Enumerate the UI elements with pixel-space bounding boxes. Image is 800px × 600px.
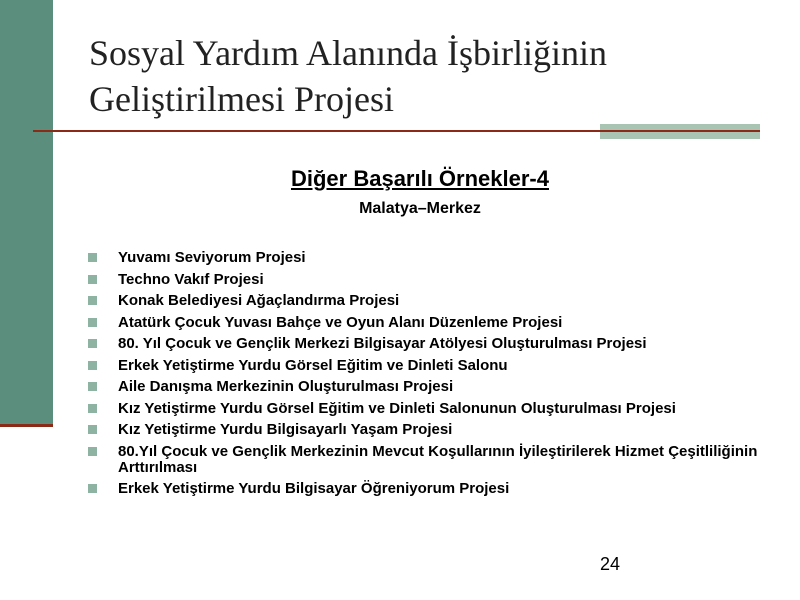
list-item-text: Kız Yetiştirme Yurdu Bilgisayarlı Yaşam Projesi xyxy=(118,421,453,438)
square-bullet-icon xyxy=(88,275,97,284)
square-bullet-icon xyxy=(88,318,97,327)
square-bullet-icon xyxy=(88,361,97,370)
page-number: 24 xyxy=(600,554,621,574)
list-item-text: Atatürk Çocuk Yuvası Bahçe ve Oyun Alanı Düzenleme Projesi xyxy=(118,313,563,331)
list-item xyxy=(88,250,768,266)
side-bar-bottom-rule xyxy=(0,424,53,427)
list-item xyxy=(88,422,768,438)
list-item xyxy=(88,315,768,331)
square-bullet-icon xyxy=(88,339,97,348)
list-item-text: 80.Yıl Çocuk ve Gençlik Merkezinin Mevcut Koşullarının İyileştirilerek Hizmet Çeşitliliğinin Arttırılması xyxy=(118,442,758,476)
list-item xyxy=(88,272,768,288)
list-item xyxy=(88,379,768,395)
list-item xyxy=(88,336,768,352)
slide-title: Sosyal Yardım Alanında İşbirliğinin Geliştirilmesi Projesi xyxy=(89,33,608,119)
list-item xyxy=(88,481,768,497)
title-divider xyxy=(33,130,760,132)
side-accent-bar xyxy=(0,0,53,427)
list-item xyxy=(88,358,768,374)
project-list xyxy=(88,250,768,503)
square-bullet-icon xyxy=(88,447,97,456)
square-bullet-icon xyxy=(88,296,97,305)
list-item-text: Aile Danışma Merkezinin Oluşturulması Projesi xyxy=(118,378,454,395)
list-item-text: Konak Belediyesi Ağaçlandırma Projesi xyxy=(118,292,400,309)
list-item-text: Erkek Yetiştirme Yurdu Görsel Eğitim ve Dinleti Salonu xyxy=(118,356,508,374)
list-item xyxy=(88,293,768,309)
square-bullet-icon xyxy=(88,253,97,262)
square-bullet-icon xyxy=(88,425,97,434)
list-item-text: Erkek Yetiştirme Yurdu Bilgisayar Öğreniyorum Projesi xyxy=(118,480,510,497)
square-bullet-icon xyxy=(88,484,97,493)
list-item-text: Kız Yetiştirme Yurdu Görsel Eğitim ve Dinleti Salonunun Oluşturulması Projesi xyxy=(118,399,676,417)
square-bullet-icon xyxy=(88,382,97,391)
location-label: Malatya–Merkez xyxy=(359,200,481,217)
section-subtitle: Diğer Başarılı Örnekler-4 xyxy=(290,166,549,191)
list-item-text: Techno Vakıf Projesi xyxy=(118,270,264,288)
list-item xyxy=(88,401,768,417)
list-item xyxy=(88,444,768,476)
list-item-text: Yuvamı Seviyorum Projesi xyxy=(118,249,306,266)
square-bullet-icon xyxy=(88,404,97,413)
list-item-text: 80. Yıl Çocuk ve Gençlik Merkezi Bilgisayar Atölyesi Oluşturulması Projesi xyxy=(118,335,647,352)
